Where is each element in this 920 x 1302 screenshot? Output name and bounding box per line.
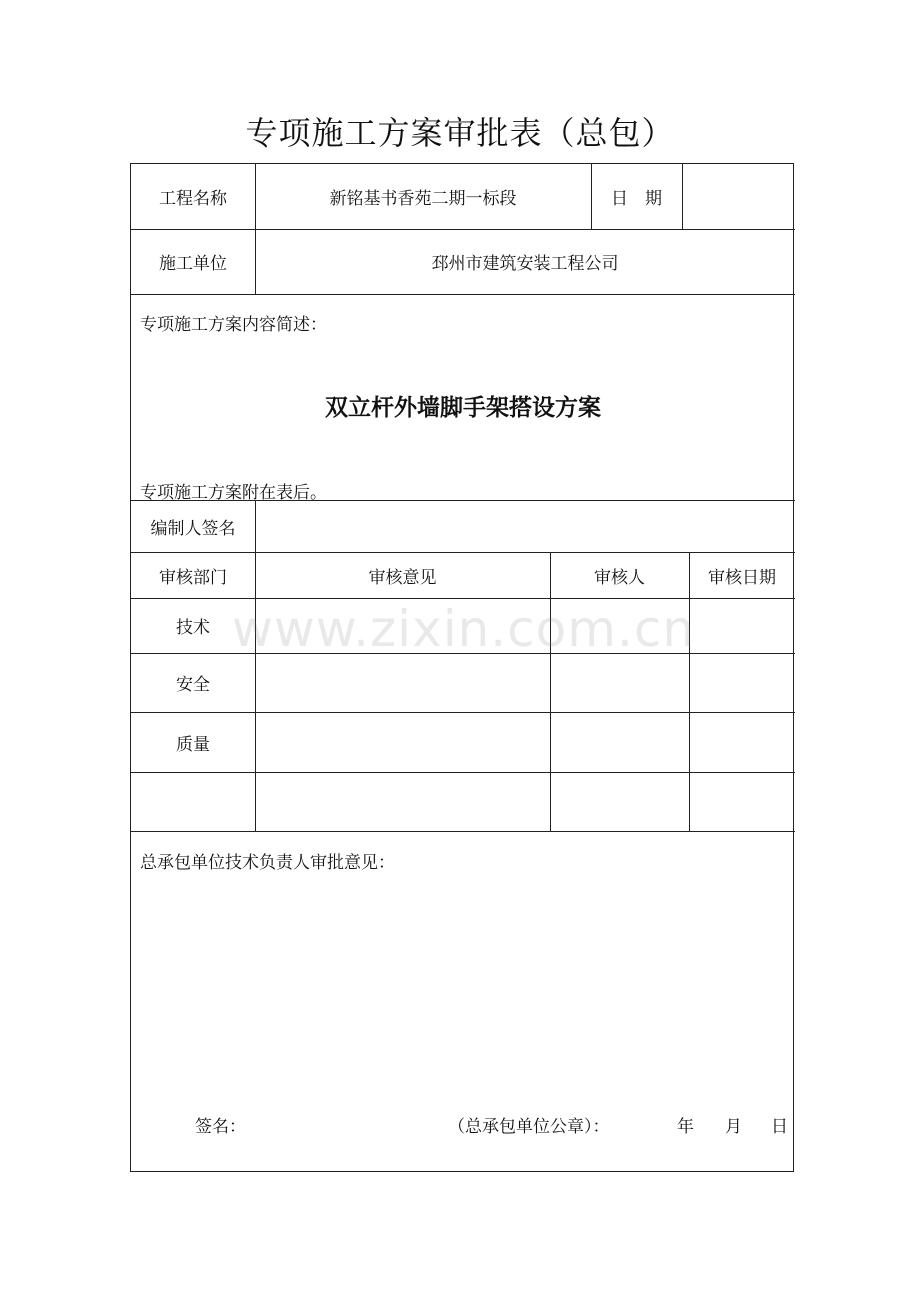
approval-form: [130, 163, 794, 1172]
company-seal-label: （总承包单位公章）：: [448, 1117, 610, 1137]
review-dept-technical: 技术: [176, 618, 210, 638]
review-header-date: 审核日期: [708, 567, 776, 588]
review-dept-quality: 质量: [176, 734, 210, 755]
review-header-opinion: 审核意见: [368, 567, 437, 588]
row-divider: [131, 294, 795, 295]
contractor-label: 施工单位: [159, 254, 227, 274]
watermark: www.zixin.com.cn: [232, 600, 696, 658]
date-field[interactable]: [682, 164, 795, 229]
preparer-label: 编制人签名: [150, 518, 236, 539]
project-name-label: 工程名称: [159, 189, 227, 209]
preparer-signature-field[interactable]: [255, 500, 795, 552]
year-label: 年: [677, 1117, 694, 1137]
plan-title: 双立杆外墙脚手架搭设方案: [325, 394, 601, 421]
contractor-value[interactable]: 邳州市建筑安装工程公司: [431, 254, 619, 274]
day-label: 日: [771, 1117, 788, 1137]
review-dept-safety: 安全: [176, 675, 210, 695]
month-label: 月: [725, 1117, 742, 1137]
review-dept-blank: [131, 772, 255, 831]
date-label: 日 期: [611, 189, 662, 209]
review-header-dept: 审核部门: [159, 567, 227, 588]
form-title: 专项施工方案审批表（总包）: [245, 114, 675, 152]
review-header-reviewer: 审核人: [594, 567, 645, 588]
signature-label: 签名：: [195, 1117, 246, 1137]
row-divider: [131, 831, 795, 832]
project-name-value[interactable]: 新铭基书香苑二期一标段: [329, 189, 517, 209]
summary-label: 专项施工方案内容简述：: [140, 315, 327, 335]
approval-label: 总承包单位技术负责人审批意见：: [140, 853, 395, 873]
summary-note: 专项施工方案附在表后。: [140, 483, 327, 503]
